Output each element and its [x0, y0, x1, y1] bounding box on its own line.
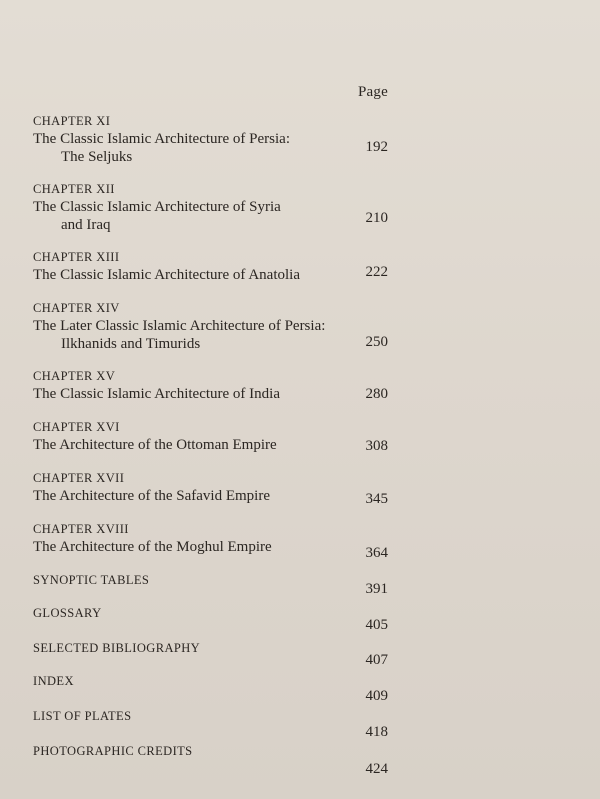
chapter-label: CHAPTER XII [33, 182, 115, 196]
back-matter-label: SELECTED BIBLIOGRAPHY [33, 641, 201, 655]
toc-entry-chapter-xi [33, 113, 393, 166]
chapter-title-line: The Classic Islamic Architecture of India [33, 386, 280, 402]
toc-entry-photographic-credits [33, 743, 393, 760]
chapter-label: CHAPTER XV [33, 369, 116, 383]
chapter-title-line: The Architecture of the Moghul Empire [33, 539, 272, 555]
back-matter-label: PHOTOGRAPHIC CREDITS [33, 744, 193, 758]
page-number: 280 [365, 386, 388, 402]
page-number: 407 [365, 652, 388, 668]
page-number: 192 [365, 139, 388, 155]
page-number: 409 [365, 688, 388, 704]
page-number: 391 [365, 581, 388, 597]
chapter-title-line: The Classic Islamic Architecture of Anatolia [33, 267, 300, 283]
page-number: 345 [365, 491, 388, 507]
toc-entry-chapter-xviii [33, 521, 393, 556]
toc-entry-index [33, 673, 393, 690]
chapter-title-line: and Iraq [61, 217, 111, 233]
chapter-title-line: The Classic Islamic Architecture of Syria [33, 199, 281, 215]
back-matter-label: SYNOPTIC TABLES [33, 573, 150, 587]
chapter-title-line: The Later Classic Islamic Architecture of Persia: [33, 318, 326, 334]
chapter-label: CHAPTER XVIII [33, 522, 129, 536]
chapter-title-line: The Seljuks [61, 149, 133, 165]
chapter-label: CHAPTER XVI [33, 420, 120, 434]
toc-entry-selected-bibliography [33, 640, 393, 657]
toc-entry-list-of-plates [33, 708, 393, 725]
toc-entry-glossary [33, 605, 393, 622]
chapter-title-line: The Classic Islamic Architecture of Persia: [33, 131, 290, 147]
page-number: 424 [365, 761, 388, 777]
chapter-title-line: The Architecture of the Safavid Empire [33, 488, 270, 504]
back-matter-label: INDEX [33, 674, 74, 688]
chapter-label: CHAPTER XIII [33, 250, 120, 264]
chapter-label: CHAPTER XI [33, 114, 111, 128]
toc-entry-synoptic-tables [33, 572, 393, 589]
chapter-label: CHAPTER XIV [33, 301, 120, 315]
page-number: 222 [365, 264, 388, 280]
toc-entry-chapter-xiii [33, 249, 393, 284]
chapter-label: CHAPTER XVII [33, 471, 125, 485]
back-matter-label: GLOSSARY [33, 606, 102, 620]
toc-entry-chapter-xvi [33, 419, 393, 454]
toc-entry-chapter-xvii [33, 470, 393, 505]
page-number: 250 [365, 334, 388, 350]
page-number: 405 [365, 617, 388, 633]
chapter-title-line: Ilkhanids and Timurids [61, 336, 201, 352]
back-matter-label: LIST OF PLATES [33, 709, 132, 723]
page-number: 308 [365, 438, 388, 454]
page-number: 418 [365, 724, 388, 740]
toc-entry-chapter-xiv [33, 300, 393, 353]
page-number: 210 [365, 210, 388, 226]
page-column-heading: Page [358, 84, 388, 100]
toc-entry-chapter-xv [33, 368, 393, 403]
chapter-title-line: The Architecture of the Ottoman Empire [33, 437, 277, 453]
toc-entry-chapter-xii [33, 181, 393, 234]
page-number: 364 [365, 545, 388, 561]
